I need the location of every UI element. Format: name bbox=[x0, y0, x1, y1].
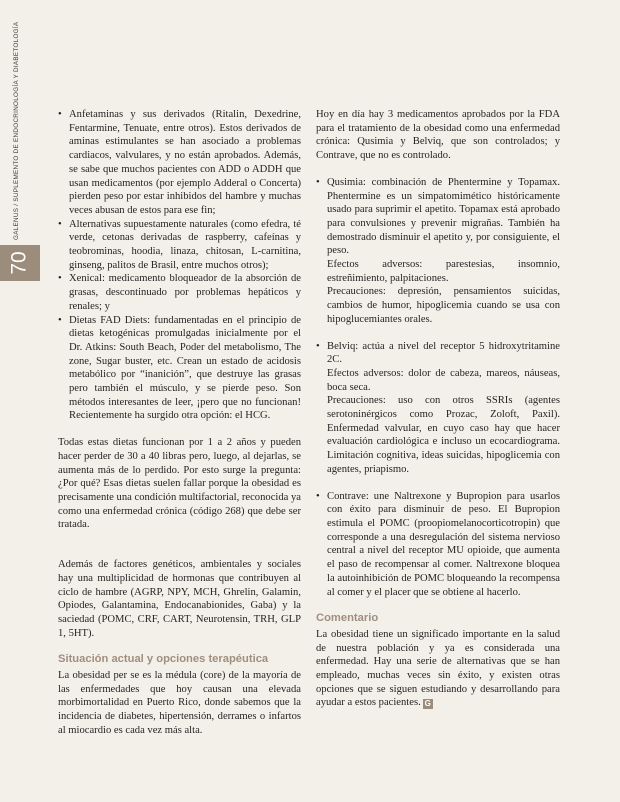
comment-paragraph bbox=[316, 628, 560, 710]
page-number-box bbox=[0, 245, 40, 281]
drug-adverse-effects: Efectos adversos: parestesias, insomnio, estreñimiento, palpitaciones. bbox=[327, 259, 560, 284]
comment-text: La obesidad tiene un significado importante en la salud de nuestra población y ya es considerada una enfermedad. Hay una serie de alternativas que se han empleado, muchas veces sin éxito, y existen otras opciones que se siguen estudiando y desarrollando para ayudar a estos pacientes. bbox=[316, 628, 560, 709]
alternatives-list bbox=[58, 108, 301, 423]
drug-item-qusimia bbox=[316, 176, 560, 327]
right-column bbox=[316, 108, 560, 710]
drug-description: • Contrave: une Naltrexone y Bupropion para usarlos con éxito para disminuir de peso. El Bupropion estimula el POMC (proopiomelanocorticotropin) que corresponde a una desregulación del sistema nervioso central a nivel del receptor MU opioide, que aumenta el paso de recompensar al comer. Naltrexone bloquea la autoinhibición de POMC bloqueando la recompensa al comer y el placer que se obtiene al hacerlo. bbox=[327, 490, 560, 598]
hormones-paragraph: Además de factores genéticos, ambientales y sociales hay una multiplicidad de hormonas que contribuyen al ciclo de hambre (AGRP, NPY, MCH, Ghrelin, Galamin, Opiodes, Galantamina, Endocanabionides, Gaba) y la saciedad (POMC, CRF, CART, Neurotensin, TRH, GLP 1, 5HT). bbox=[58, 559, 301, 639]
margin-strip bbox=[0, 0, 40, 802]
drug-list bbox=[316, 176, 560, 599]
list-item: • Dietas FAD Diets: fundamentadas en el principio de dietas ketogénicas promulgadas inicialmente por el Dr. Atkins: South Beach, Poder del metabolismo, The zone, Sugar buster, etc. Crean un estado de acidosis metabólico por “inanición”, que destruye las grasas pero también el músculo, y se pierde peso. Son métodos interesantes de leer, ¡pero que no funcionan! Recientemente ha surgido otra opción: el HCG. bbox=[58, 314, 301, 424]
drug-item-belviq bbox=[316, 340, 560, 477]
left-column bbox=[58, 108, 301, 738]
drug-description: • Qusimia: combinación de Phentermine y Topamax. Phentermine es un simpatomimético históricamente usado para suprimir el apetito. Topamax está aprobado para convulsiones y prevenir migrañas. También ha demostrado disminuir el apetito y, por consiguiente, el peso. bbox=[327, 176, 560, 257]
fda-intro-paragraph: Hoy en día hay 3 medicamentos aprobados por la FDA para el tratamiento de la obesidad como una enfermedad crónica: Qusimia y Belviq, que son controlados; y Contrave, que no es controlado. bbox=[316, 109, 560, 162]
drug-precautions: Precauciones: uso con otros SSRIs (agentes serotoninérgicos como Prozac, Zoloft, Paxil). Enfermedad valvular, en cuyo caso hay que hacer evaluación cardiológica e incluso un ecocardiograma. Limitación cognitiva, ideas suicidas, hipoglicemia con agentes, priapismo. bbox=[327, 395, 560, 475]
section-heading-comentario: Comentario bbox=[316, 612, 379, 625]
page-number: 70 bbox=[7, 251, 31, 275]
situation-paragraph: La obesidad per se es la médula (core) de la mayoría de las enfermedades que hoy causan una elevada morbimortalidad en Puerto Rico, donde sabemos que la incidencia de diabetes, hipertensión, derrames o infartos al miocardio es cada vez más alta. bbox=[58, 670, 301, 736]
drug-item-contrave bbox=[316, 490, 560, 600]
list-item: • Xenical: medicamento bloqueador de la absorción de grasas, descontinuado por problemas hepáticos y renales; y bbox=[58, 272, 301, 313]
end-mark-icon: G bbox=[424, 699, 431, 709]
list-item: • Anfetaminas y sus derivados (Ritalin, Dexedrine, Fentarmine, Tenuate, entre otros). Estos derivados de aminas estimulantes se han asociado a problemas cardiacos, valvulares, y no están aprobados. Además, se sabe que muchos pacientes con ADD o ADDH que usan medicamentos (por ejemplo Adderal o Concerta) pierden peso por estar inhibidos del hambre y muchas veces abusan de estos para ese fin; bbox=[58, 108, 301, 218]
section-heading-situacion: Situación actual y opciones terapéutica bbox=[58, 653, 269, 666]
drug-description: • Belviq: actúa a nivel del receptor 5 hidroxytritamine 2C. bbox=[327, 340, 560, 366]
list-item: • Alternativas supuestamente naturales (como efedra, té verde, cetonas derivadas de raspberry, cafeínas y teobrominas, hoodia, linaza, chitosan, L-carnitina, ginseng, palitos de Brasil, entre muchos otros); bbox=[58, 218, 301, 273]
drug-adverse-effects: Efectos adversos: dolor de cabeza, mareos, náuseas, boca seca. bbox=[327, 367, 560, 393]
running-title: GALENUS / SUPLEMENTO DE ENDOCRINOLOGÍA Y DIABETOLOGÍA bbox=[13, 21, 20, 240]
diets-paragraph: Todas estas dietas funcionan por 1 a 2 años y pueden hacer perder de 30 a 40 libras pero, luego, al dejarlas, se aumenta más de lo perdido. Por esto surge la pregunta: ¿Por qué? Esas dietas suelen fallar porque la obesidad es precisamente una condición multifactorial, reconocida ya como una enfermedad crónica (código 268) que debe ser tratada. bbox=[58, 437, 301, 531]
drug-precautions: Precauciones: depresión, pensamientos suicidas, cambios de humor, hipoglicemia cuando se usa con hipoglucemiantes orales. bbox=[327, 286, 560, 325]
